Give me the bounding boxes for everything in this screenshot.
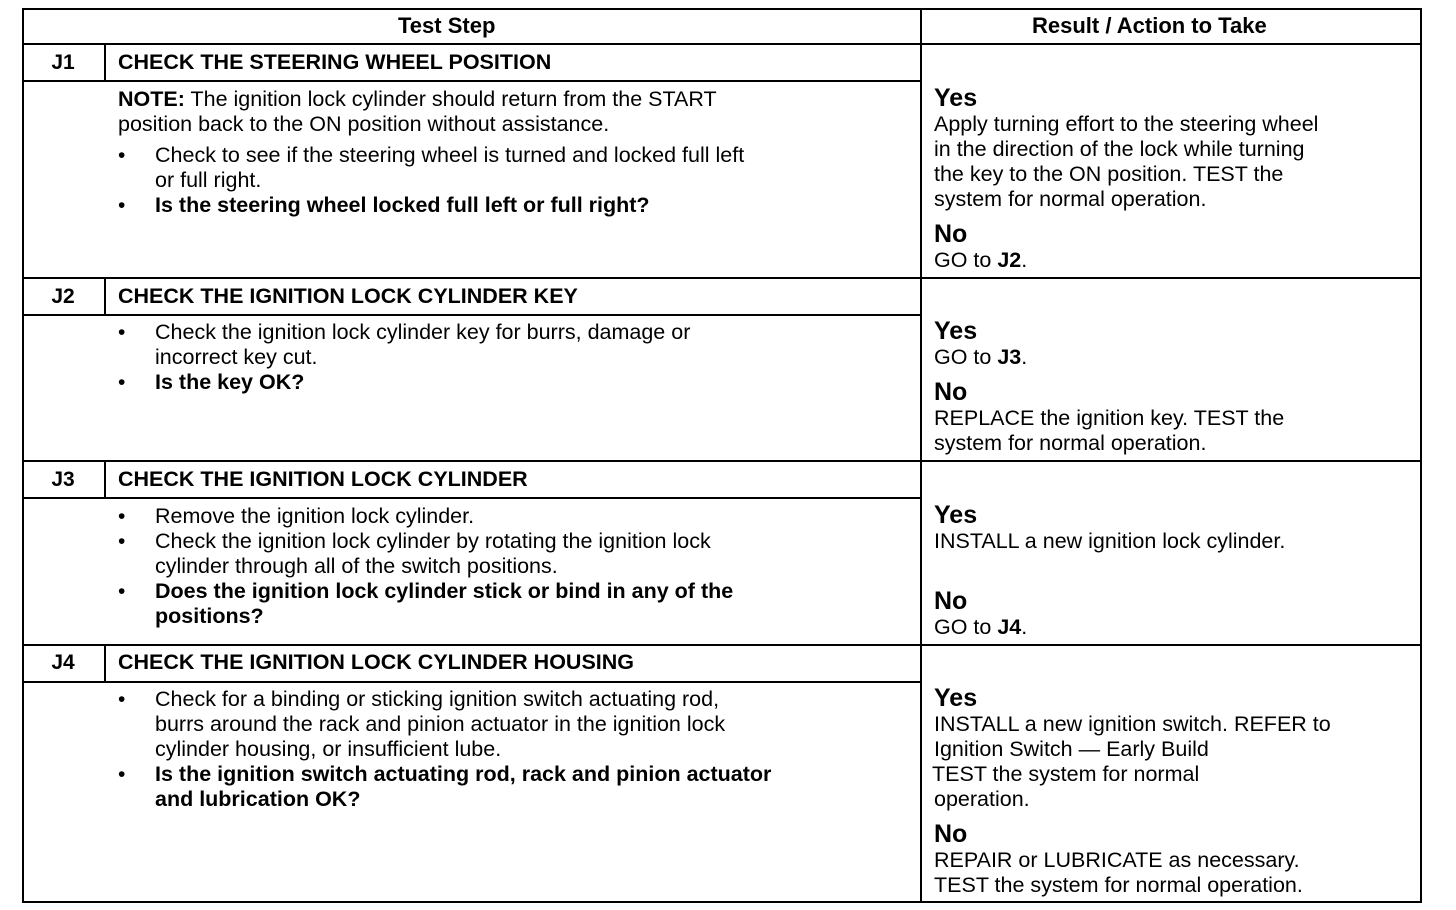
step-id-divider: [104, 278, 106, 315]
step-j3-bullet-2-line-2: cylinder through all of the switch positions.: [155, 554, 558, 578]
step-id-divider: [104, 461, 106, 498]
step-id-j3: J3: [51, 468, 75, 491]
step-j4-bullet-1-line-3: cylinder housing, or insufficient lube.: [155, 737, 502, 761]
bullet-glyph: •: [118, 371, 126, 394]
step-title-underline: [22, 497, 921, 499]
goto-suffix: .: [1021, 345, 1028, 369]
step-id-divider: [104, 44, 106, 81]
step-title-j1: CHECK THE STEERING WHEEL POSITION: [118, 50, 552, 74]
step-j3-question-line-1: Does the ignition lock cylinder stick or bind in any of the: [155, 579, 734, 603]
result-yes-j1-line-2: in the direction of the lock while turning: [934, 137, 1305, 161]
step-title-underline: [22, 314, 921, 316]
step-title-j3: CHECK THE IGNITION LOCK CYLINDER: [118, 467, 528, 491]
step-j2-question: Is the key OK?: [155, 370, 305, 394]
step-title-underline: [22, 681, 921, 683]
note-line-2: position back to the ON position without assistance.: [118, 112, 610, 136]
goto-text: GO to: [934, 615, 998, 639]
step-j1-bullet-1-line-2: or full right.: [155, 168, 262, 192]
result-yes-j1-line-1: Apply turning effort to the steering wheel: [934, 112, 1319, 136]
goto-ref: J2: [997, 248, 1022, 272]
step-j4-question-line-2: and lubrication OK?: [155, 787, 361, 811]
result-no-j2-line-1: REPLACE the ignition key. TEST the: [934, 406, 1285, 430]
step-id-j1: J1: [51, 51, 75, 74]
result-yes-j1: Yes: [934, 84, 978, 112]
goto-text: GO to: [934, 248, 998, 272]
result-yes-j4-line-3: TEST the system for normal: [932, 762, 1200, 786]
bullet-glyph: •: [118, 688, 126, 711]
result-yes-j2: Yes: [934, 317, 978, 345]
step-j2-bullet-1-line-1: Check the ignition lock cylinder key for burrs, damage or: [155, 320, 691, 344]
step-j3-bullet-2-line-1: Check the ignition lock cylinder by rotating the ignition lock: [155, 529, 711, 553]
note-label: NOTE:: [118, 87, 185, 111]
result-yes-j1-line-4: system for normal operation.: [934, 187, 1207, 211]
result-no-j3-action: [934, 615, 1027, 640]
bullet-glyph: •: [118, 763, 126, 786]
step-id-j2: J2: [51, 285, 75, 308]
result-yes-j3: Yes: [934, 501, 978, 529]
result-no-j2: No: [934, 378, 968, 406]
step-id-j4: J4: [51, 651, 75, 674]
bullet-glyph: •: [118, 321, 126, 344]
step-id-divider: [104, 645, 106, 682]
result-yes-j1-line-3: the key to the ON position. TEST the: [934, 162, 1284, 186]
step-j2-bullet-1-line-2: incorrect key cut.: [155, 345, 318, 369]
row-divider: [22, 460, 1422, 462]
result-yes-j3-line-1: INSTALL a new ignition lock cylinder.: [934, 529, 1286, 553]
step-j1-bullet-1-line-1: Check to see if the steering wheel is turned and locked full left: [155, 143, 745, 167]
header-divider: [22, 43, 1422, 45]
row-divider: [22, 277, 1422, 279]
result-yes-j4: Yes: [934, 684, 978, 712]
step-j3-question-line-2: positions?: [155, 604, 264, 628]
step-title-underline: [22, 80, 921, 82]
goto-suffix: .: [1021, 248, 1028, 272]
result-no-j1-action: [934, 248, 1027, 273]
step-j1-question: Is the steering wheel locked full left or full right?: [155, 193, 650, 217]
result-no-j1: No: [934, 220, 968, 248]
bullet-glyph: •: [118, 580, 126, 603]
note-line-1: [118, 87, 717, 112]
result-yes-j4-line-4: operation.: [934, 787, 1030, 811]
step-j4-bullet-1-line-1: Check for a binding or sticking ignition switch actuating rod,: [155, 687, 720, 711]
result-no-j3: No: [934, 587, 968, 615]
bullet-glyph: •: [118, 530, 126, 553]
goto-text: GO to: [934, 345, 998, 369]
goto-ref: J3: [997, 345, 1022, 369]
bullet-glyph: •: [118, 144, 126, 167]
result-yes-j2-action: [934, 345, 1027, 370]
column-divider: [920, 8, 922, 903]
step-title-j2: CHECK THE IGNITION LOCK CYLINDER KEY: [118, 284, 578, 308]
result-yes-j4-line-2: Ignition Switch — Early Build: [934, 737, 1209, 761]
goto-suffix: .: [1021, 615, 1028, 639]
result-no-j4: No: [934, 820, 968, 848]
header-test-step: Test Step: [398, 13, 496, 38]
header-result: Result / Action to Take: [1032, 13, 1267, 38]
row-divider: [22, 644, 1422, 646]
step-j4-question-line-1: Is the ignition switch actuating rod, rack and pinion actuator: [155, 762, 772, 786]
result-no-j2-line-2: system for normal operation.: [934, 431, 1207, 455]
result-no-j4-line-2: TEST the system for normal operation.: [934, 873, 1303, 897]
goto-ref: J4: [997, 615, 1022, 639]
result-no-j4-line-1: REPAIR or LUBRICATE as necessary.: [934, 848, 1300, 872]
step-j4-bullet-1-line-2: burrs around the rack and pinion actuator in the ignition lock: [155, 712, 726, 736]
step-j3-bullet-1: Remove the ignition lock cylinder.: [155, 504, 475, 528]
bullet-glyph: •: [118, 194, 126, 217]
result-yes-j4-line-1: INSTALL a new ignition switch. REFER to: [934, 712, 1331, 736]
note-text: The ignition lock cylinder should return from the START: [184, 87, 717, 111]
step-title-j4: CHECK THE IGNITION LOCK CYLINDER HOUSING: [118, 650, 635, 674]
bullet-glyph: •: [118, 505, 126, 528]
